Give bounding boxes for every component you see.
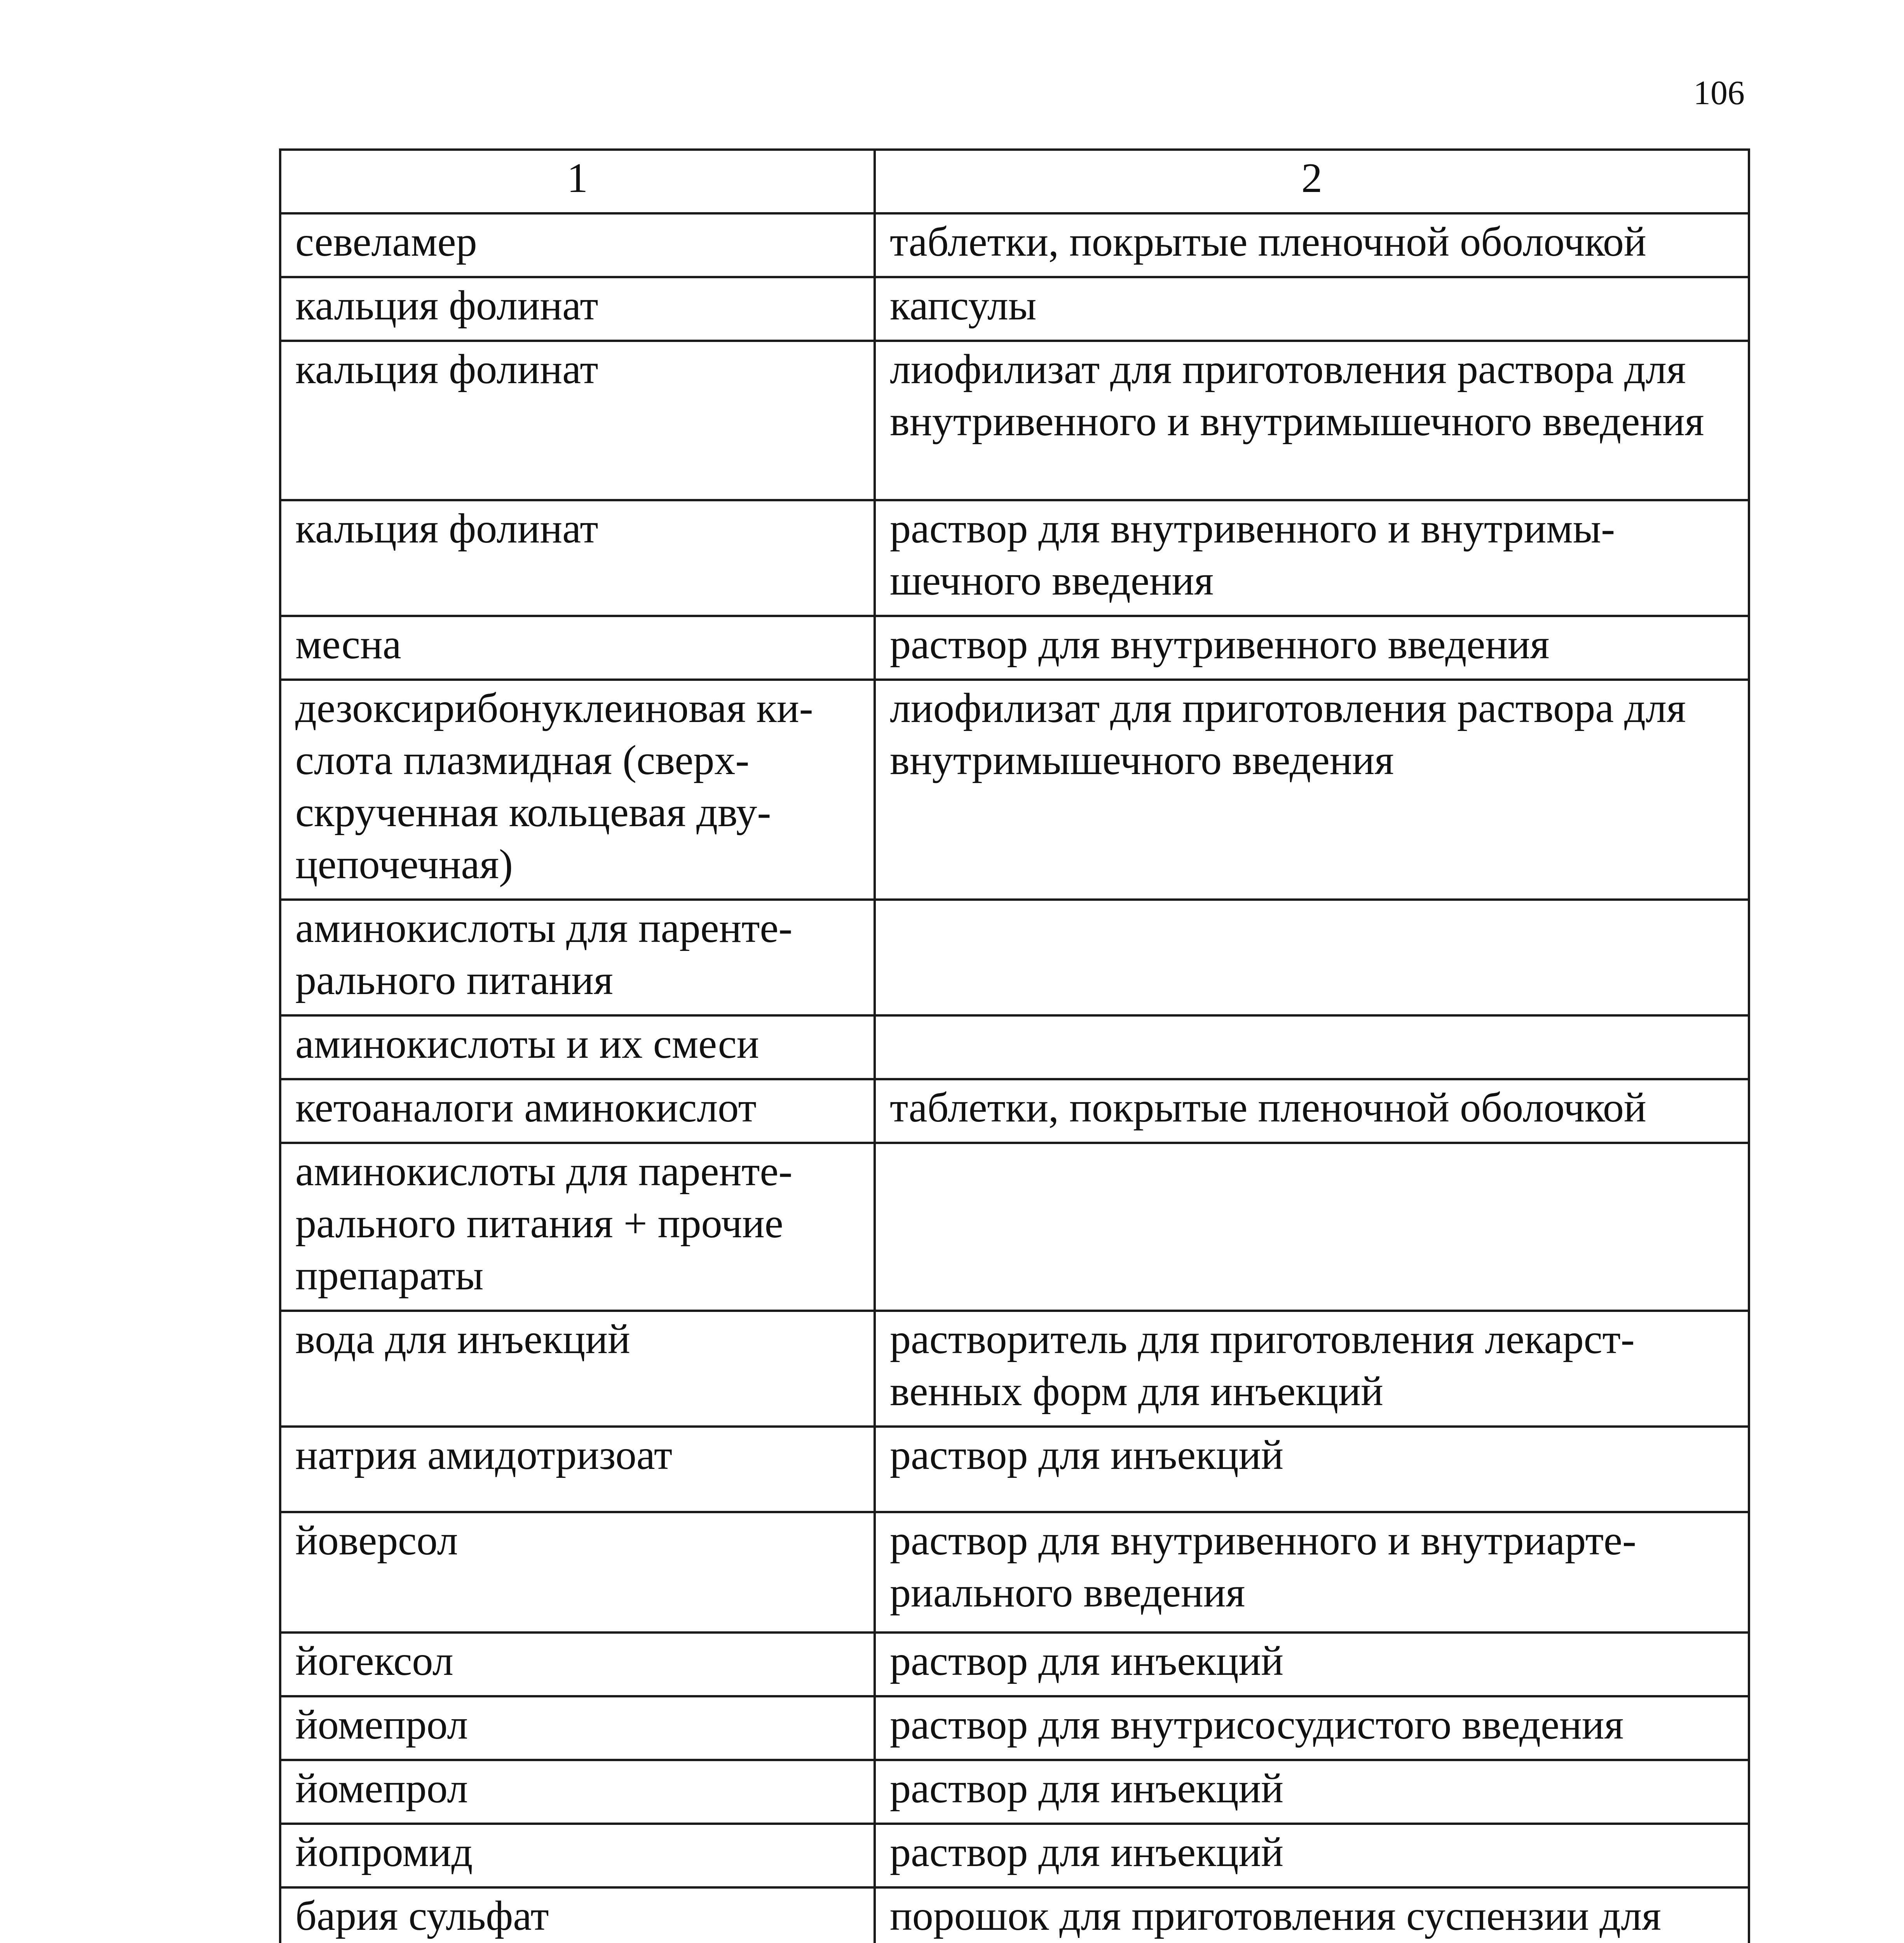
substance-cell: кальция фолинат <box>280 341 875 500</box>
page-number: 106 <box>1693 74 1745 112</box>
dosage-form-cell: раствор для внутривенного и внутримы-шечного введения <box>875 500 1749 616</box>
table-row <box>280 1311 1749 1427</box>
table-row <box>280 1512 1749 1633</box>
substance-cell: аминокислоты для паренте-рального питания + прочие препараты <box>280 1143 875 1311</box>
substance-cell: кальция фолинат <box>280 500 875 616</box>
dosage-form-cell: раствор для инъекций <box>875 1427 1749 1512</box>
drug-forms-table <box>279 148 1750 1943</box>
table-row <box>280 277 1749 341</box>
table-row <box>280 900 1749 1015</box>
table-header-row <box>280 150 1749 213</box>
substance-cell: вода для инъекций <box>280 1311 875 1427</box>
substance-cell: аминокислоты и их смеси <box>280 1015 875 1079</box>
table-row <box>280 341 1749 500</box>
dosage-form-cell: растворитель для приготовления лекарст-венных форм для инъекций <box>875 1311 1749 1427</box>
dosage-form-cell: таблетки, покрытые пленочной оболочкой <box>875 213 1749 277</box>
dosage-form-cell: раствор для инъекций <box>875 1633 1749 1696</box>
dosage-form-cell: раствор для внутривенного введения <box>875 616 1749 680</box>
table-row <box>280 500 1749 616</box>
substance-cell: аминокислоты для паренте-рального питания <box>280 900 875 1015</box>
substance-cell: йомепрол <box>280 1760 875 1824</box>
dosage-form-cell: капсулы <box>875 277 1749 341</box>
dosage-form-cell: раствор для внутрисосудистого введения <box>875 1696 1749 1760</box>
substance-cell: йоверсол <box>280 1512 875 1633</box>
dosage-form-cell <box>875 1015 1749 1079</box>
table-row <box>280 1887 1749 1943</box>
dosage-form-cell <box>875 900 1749 1015</box>
substance-cell: йопромид <box>280 1824 875 1887</box>
substance-cell: севеламер <box>280 213 875 277</box>
substance-cell: йогексол <box>280 1633 875 1696</box>
table-row <box>280 1824 1749 1887</box>
table-row <box>280 1427 1749 1512</box>
dosage-form-cell: порошок для приготовления суспензии для <box>875 1887 1749 1943</box>
substance-cell: бария сульфат <box>280 1887 875 1943</box>
dosage-form-cell: раствор для инъекций <box>875 1824 1749 1887</box>
table-row <box>280 213 1749 277</box>
table-row <box>280 680 1749 900</box>
dosage-form-cell <box>875 1143 1749 1311</box>
column-header: 1 <box>280 150 875 213</box>
dosage-form-cell: лиофилизат для приготовления раствора для внутривенного и внутримышечного введения <box>875 341 1749 500</box>
table-row <box>280 1079 1749 1143</box>
substance-cell: кальция фолинат <box>280 277 875 341</box>
table-row <box>280 1015 1749 1079</box>
substance-cell: дезоксирибонуклеиновая ки-слота плазмидная (сверх-скрученная кольцевая дву-цепочечная) <box>280 680 875 900</box>
table-row <box>280 616 1749 680</box>
substance-cell: кетоаналоги аминокислот <box>280 1079 875 1143</box>
substance-cell: йомепрол <box>280 1696 875 1760</box>
substance-cell: месна <box>280 616 875 680</box>
dosage-form-cell: раствор для инъекций <box>875 1760 1749 1824</box>
dosage-form-cell: таблетки, покрытые пленочной оболочкой <box>875 1079 1749 1143</box>
table-row <box>280 1633 1749 1696</box>
dosage-form-cell: лиофилизат для приготовления раствора для внутримышечного введения <box>875 680 1749 900</box>
table-row <box>280 1760 1749 1824</box>
table-row <box>280 1696 1749 1760</box>
column-header: 2 <box>875 150 1749 213</box>
dosage-form-cell: раствор для внутривенного и внутриарте-риального введения <box>875 1512 1749 1633</box>
substance-cell: натрия амидотризоат <box>280 1427 875 1512</box>
table-row <box>280 1143 1749 1311</box>
